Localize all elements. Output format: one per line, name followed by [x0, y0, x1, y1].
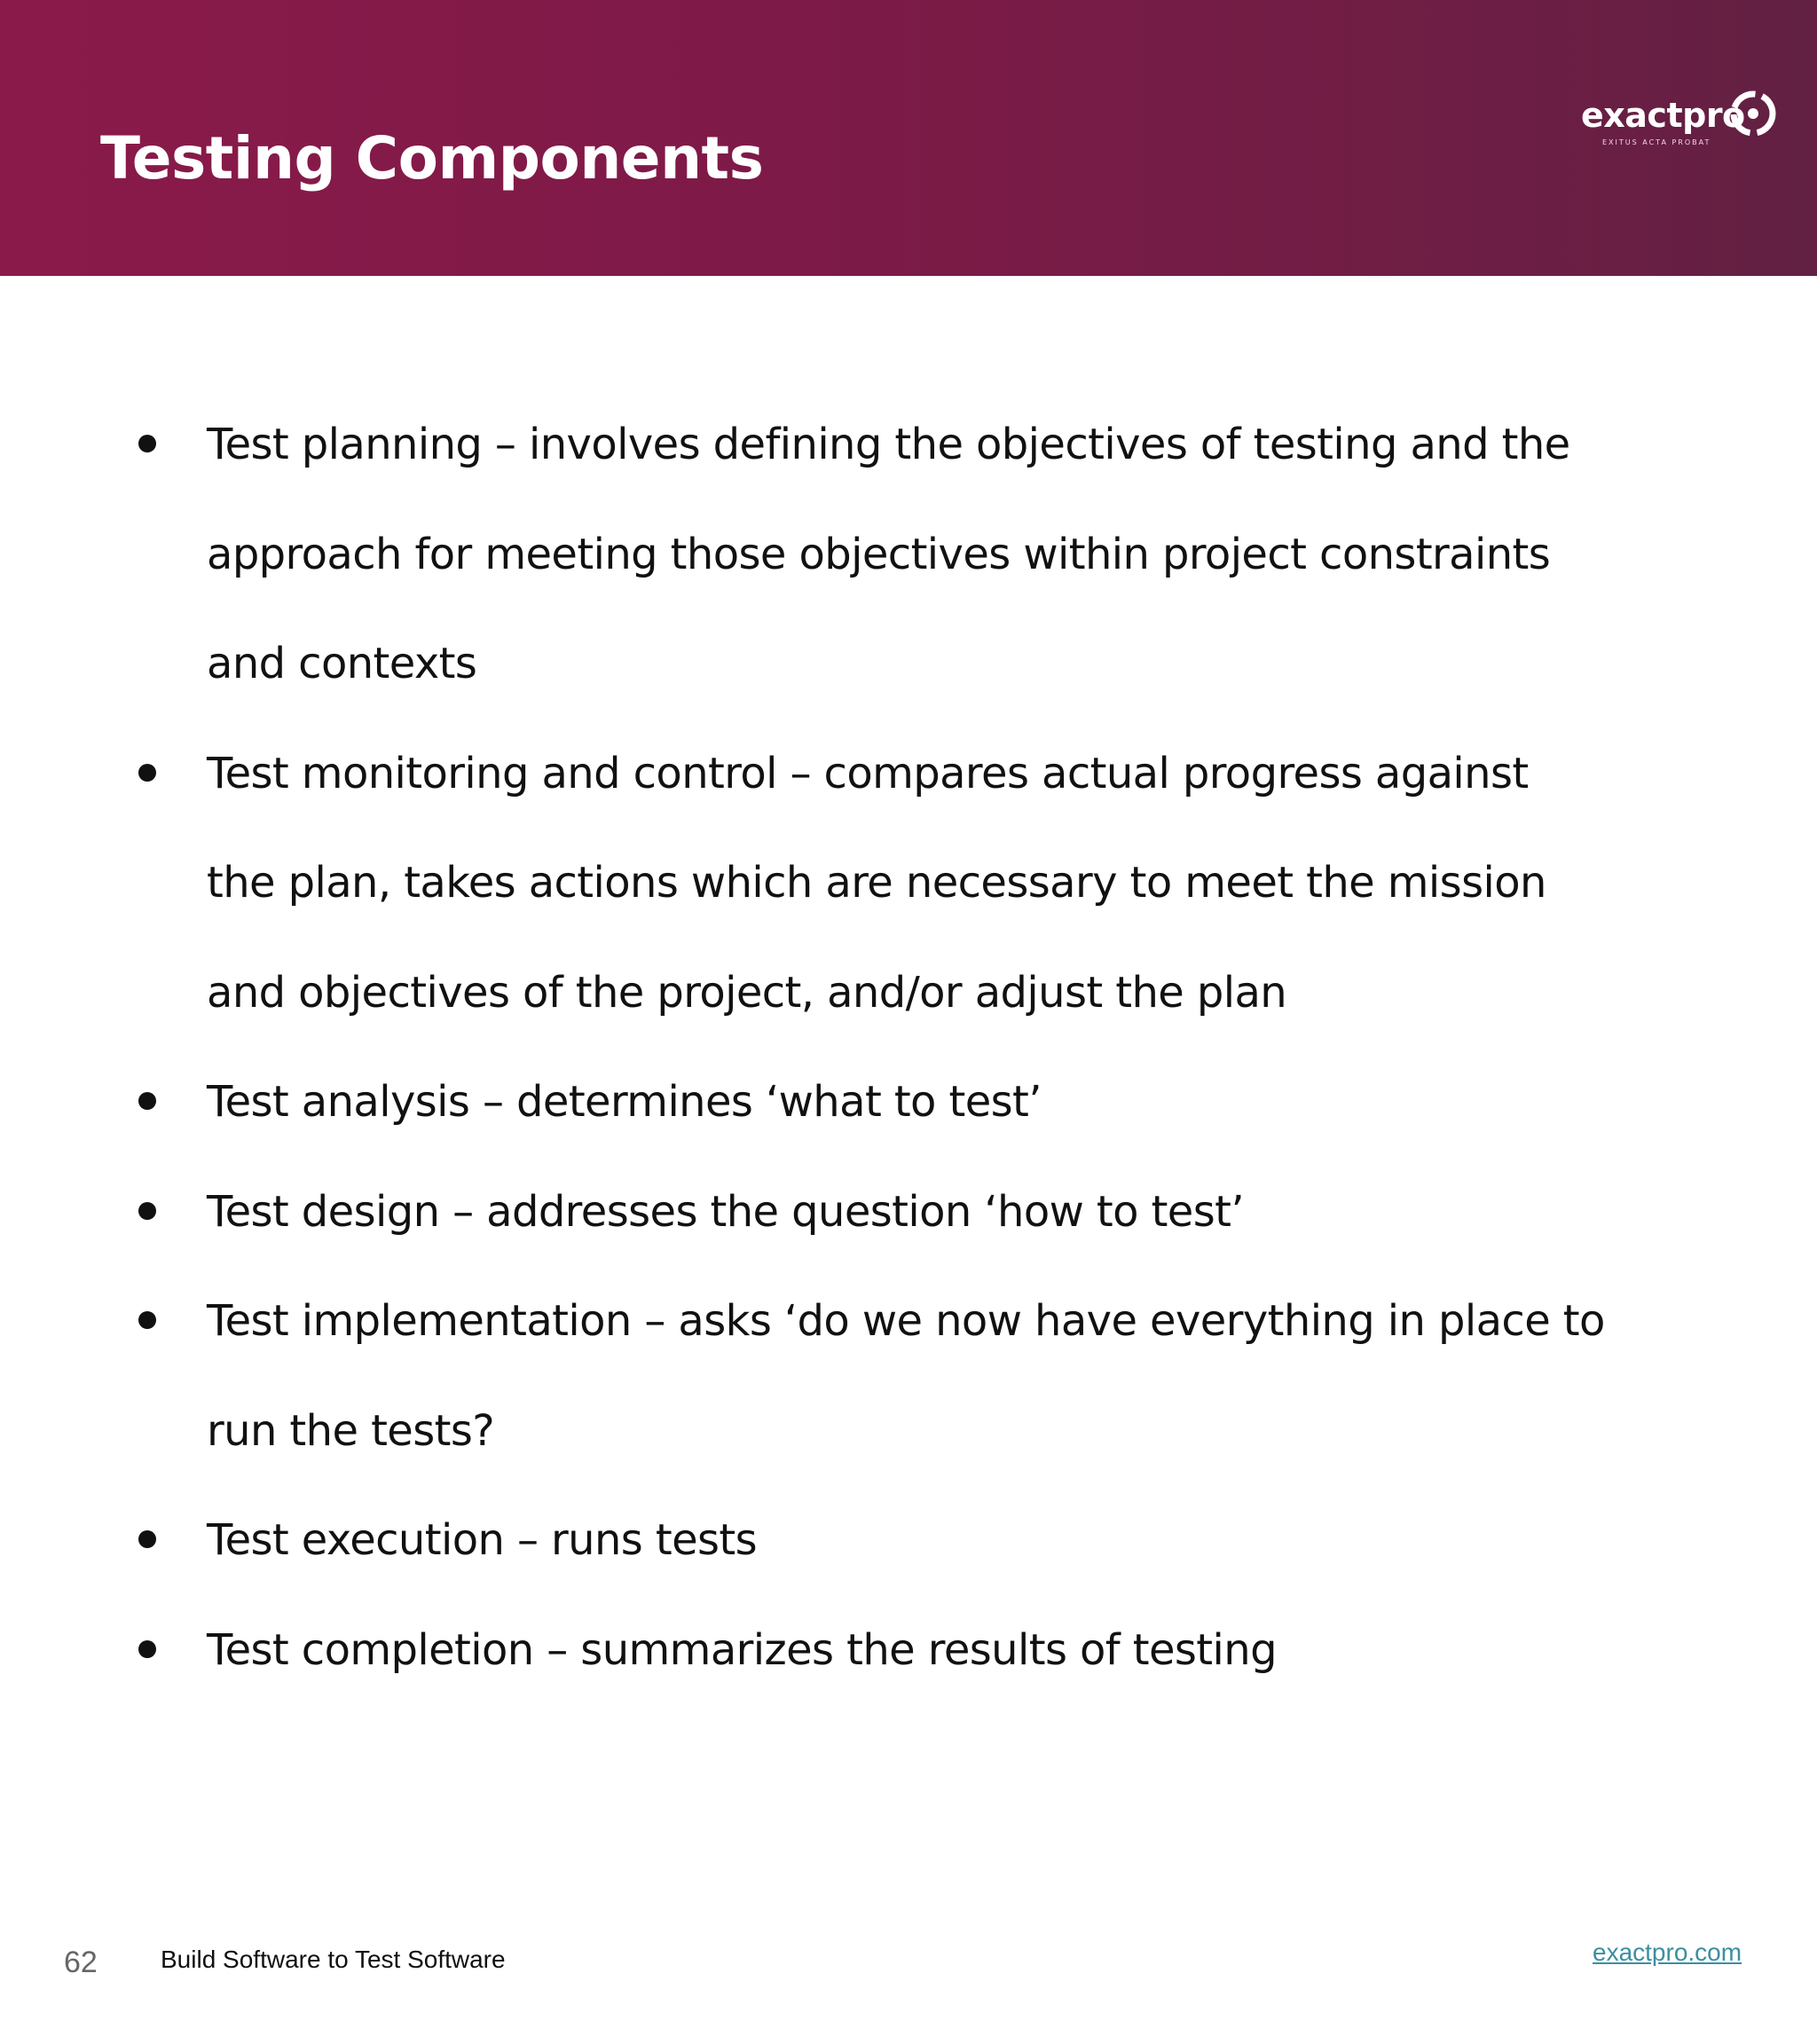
bullet-text: Test design – addresses the question ‘how to test’ [207, 1186, 1245, 1237]
page-number: 62 [64, 1946, 98, 1979]
bullet-icon [138, 1640, 156, 1658]
list-item [0, 1048, 1609, 1158]
bullet-list [0, 390, 1817, 1705]
bullet-text: Test monitoring and control – compares actual progress against the plan, takes actions which are necessary to meet the mission and objectives of the project, and/or adjust the plan [207, 748, 1546, 1018]
bullet-text: Test implementation – asks ‘do we now have everything in place to run the tests? [207, 1296, 1605, 1456]
bullet-text: Test execution – runs tests [207, 1515, 758, 1565]
bullet-text: Test analysis – determines ‘what to test’ [207, 1077, 1042, 1127]
logo-swirl-icon [1728, 89, 1778, 138]
website-link[interactable]: exactpro.com [1593, 1938, 1742, 1966]
bullet-icon [138, 764, 156, 782]
bullet-text: Test planning – involves defining the objectives of testing and the approach for meeting those objectives within project constraints and contexts [207, 420, 1570, 688]
bullet-icon [138, 1092, 156, 1110]
list-item [0, 1486, 1609, 1596]
slide-title: Testing Components [100, 124, 764, 193]
logo-tagline: EXITUS ACTA PROBAT [1602, 138, 1711, 146]
bullet-icon [138, 1311, 156, 1329]
list-item [0, 1158, 1609, 1268]
exactpro-logo [1581, 89, 1776, 151]
slide-content [0, 390, 1817, 1705]
bullet-text: Test completion – summarizes the results of testing [207, 1624, 1277, 1675]
list-item [0, 719, 1609, 1049]
header-banner [0, 0, 1817, 276]
logo-wordmark: exactpro [1581, 96, 1745, 135]
bullet-icon [138, 435, 156, 452]
list-item [0, 1267, 1609, 1486]
list-item [0, 1596, 1609, 1706]
footer-title: Build Software to Test Software [161, 1946, 506, 1973]
bullet-icon [138, 1530, 156, 1548]
list-item [0, 390, 1609, 719]
bullet-icon [138, 1202, 156, 1220]
